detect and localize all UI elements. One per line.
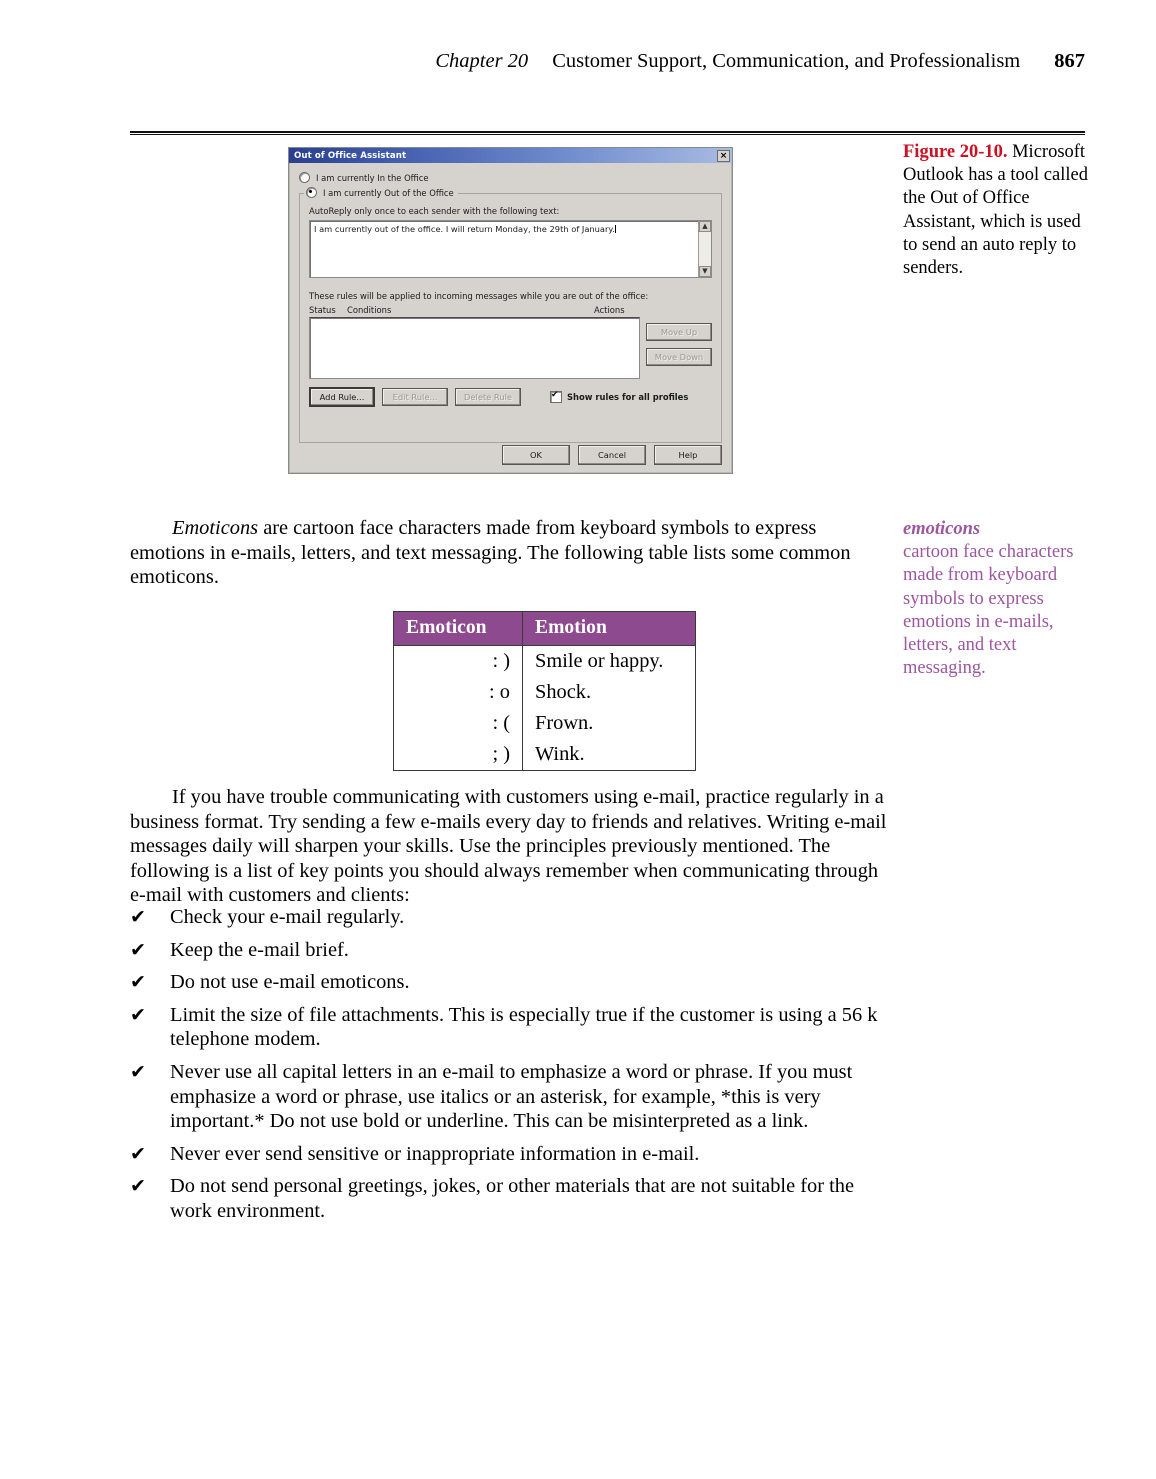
scroll-up-icon[interactable]: ▲: [699, 221, 711, 232]
key-term-definition: cartoon face characters made from keyboard symbols to express emotions in e-mails, letters, and text messaging.: [903, 542, 1074, 679]
list-item: [130, 905, 890, 930]
table-row: [394, 677, 696, 708]
list-item: [130, 1003, 890, 1052]
list-item-text: Keep the e-mail brief.: [170, 938, 349, 961]
move-up-button[interactable]: Move Up: [646, 323, 712, 341]
figure-caption: [903, 141, 1088, 280]
show-rules-checkbox[interactable]: [550, 391, 688, 403]
list-item-text: Check your e-mail regularly.: [170, 906, 405, 928]
page-number: 867: [1054, 50, 1085, 72]
rules-column-headers: [309, 305, 712, 315]
key-term-note: [903, 518, 1088, 680]
dialog-window: [288, 147, 733, 474]
rules-button-row: [309, 387, 712, 407]
running-head: [130, 50, 1085, 73]
radio-button-icon[interactable]: [299, 172, 310, 183]
dialog-title-bar: [289, 148, 732, 163]
list-item-text: Never use all capital letters in an e-mail to emphasize a word or phrase. If you must emphasize a word or phrase, use italics or an asterisk, for example, *this is very important.* Do not use bold or underline. This can be misinterpreted as a link.: [170, 1060, 853, 1133]
cell-emotion: Frown.: [523, 708, 696, 739]
out-of-office-group: [299, 187, 722, 443]
ok-button[interactable]: OK: [502, 445, 570, 465]
cell-emoticon: : (: [394, 708, 523, 739]
checkmark-icon: ✔: [130, 1060, 146, 1083]
email-key-points-list: [130, 905, 890, 1232]
scroll-down-icon[interactable]: ▼: [699, 266, 711, 277]
emoticon-table: [393, 611, 696, 771]
help-button[interactable]: Help: [654, 445, 722, 465]
cell-emotion: Wink.: [523, 739, 696, 771]
column-header-conditions: Conditions: [347, 305, 392, 315]
figure-caption-text: Microsoft Outlook has a tool called the Out of Office Assistant, which is used to send an auto reply to senders.: [903, 142, 1088, 279]
edit-rule-button[interactable]: Edit Rule...: [382, 388, 448, 406]
list-item-text: Do not send personal greetings, jokes, or other materials that are not suitable for the work environment.: [170, 1175, 855, 1222]
emoticons-lead-italic: Emoticons: [172, 517, 259, 539]
list-item: [130, 1060, 890, 1134]
cancel-button[interactable]: Cancel: [578, 445, 646, 465]
column-header-emotion: Emotion: [523, 612, 696, 646]
checkmark-icon: ✔: [130, 1003, 146, 1026]
rules-area: [309, 317, 712, 379]
checkmark-icon: ✔: [130, 1142, 146, 1165]
chapter-label: Chapter 20: [435, 50, 529, 72]
list-item-text: Limit the size of file attachments. This is especially true if the customer is using a 56 k telephone modem.: [170, 1003, 878, 1051]
cell-emotion: Smile or happy.: [523, 646, 696, 678]
autoreply-label: AutoReply only once to each sender with the following text:: [309, 206, 560, 216]
dialog-body: [289, 163, 732, 473]
paragraph-emoticons: [130, 516, 882, 590]
cell-emotion: Shock.: [523, 677, 696, 708]
table-row: [394, 646, 696, 678]
radio-button-selected-icon[interactable]: [306, 187, 317, 198]
list-item: [130, 1174, 890, 1223]
column-header-status: Status: [309, 305, 336, 315]
figure-number: Figure 20-10.: [903, 142, 1008, 162]
checkmark-icon: ✔: [130, 1175, 146, 1198]
add-rule-button[interactable]: Add Rule...: [309, 387, 375, 407]
close-icon[interactable]: ×: [717, 150, 730, 162]
rules-note: These rules will be applied to incoming messages while you are out of the office:: [309, 291, 649, 301]
header-divider: [130, 131, 1085, 135]
dialog-footer: [502, 445, 722, 465]
textarea-scrollbar[interactable]: [698, 221, 711, 277]
radio-out-office-label: I am currently Out of the Office: [323, 187, 454, 198]
checkbox-icon[interactable]: [550, 391, 562, 403]
autoreply-textarea[interactable]: [309, 220, 712, 278]
paragraph-emoticons-text: [130, 516, 882, 590]
move-down-button[interactable]: Move Down: [646, 348, 712, 366]
emoticon-table-wrapper: [393, 611, 696, 771]
text-caret: [615, 225, 616, 233]
table-row: [394, 708, 696, 739]
show-rules-label: Show rules for all profiles: [567, 392, 689, 402]
autoreply-text: I am currently out of the office. I will return Monday, the 29th of January.: [314, 224, 615, 234]
list-item: [130, 1142, 890, 1167]
dialog-title: Out of Office Assistant: [294, 150, 407, 161]
figure-out-of-office-assistant: [288, 147, 733, 474]
cell-emoticon: : o: [394, 677, 523, 708]
checkmark-icon: ✔: [130, 971, 146, 994]
checkmark-icon: ✔: [130, 938, 146, 961]
paragraph-practice: [130, 785, 888, 908]
delete-rule-button[interactable]: Delete Rule: [455, 388, 521, 406]
cell-emoticon: : ): [394, 646, 523, 678]
chapter-title: Customer Support, Communication, and Professionalism: [552, 50, 1021, 72]
table-header-row: [394, 612, 696, 646]
paragraph-practice-text: If you have trouble communicating with customers using e-mail, practice regularly in a business format. Try sending a few e-mails every day to friends and relatives. Writing e-mail messages daily will sharpen your skills. Use the principles previously mentioned. The following is a list of key points you should always remember when communicating through e-mail with customers and clients:: [130, 786, 887, 907]
list-item-text: Never ever send sensitive or inappropriate information in e-mail.: [170, 1142, 700, 1165]
rules-side-buttons: [646, 317, 712, 366]
radio-in-office[interactable]: [299, 172, 722, 183]
list-item-text: Do not use e-mail emoticons.: [170, 971, 410, 994]
radio-out-office[interactable]: [304, 187, 458, 198]
list-item: [130, 938, 890, 963]
column-header-actions: Actions: [594, 305, 625, 315]
list-item: [130, 970, 890, 995]
table-row: [394, 739, 696, 771]
column-header-emoticon: Emoticon: [394, 612, 523, 646]
emoticons-rest: are cartoon face characters made from keyboard symbols to express emotions in e-mails, letters, and text messaging. The following table lists some common emoticons.: [130, 517, 851, 589]
rules-list-box[interactable]: [309, 317, 640, 379]
cell-emoticon: ; ): [394, 739, 523, 771]
radio-in-office-label: I am currently In the Office: [316, 172, 429, 183]
key-term-word: emoticons: [903, 519, 981, 539]
checkmark-icon: ✔: [130, 906, 146, 928]
